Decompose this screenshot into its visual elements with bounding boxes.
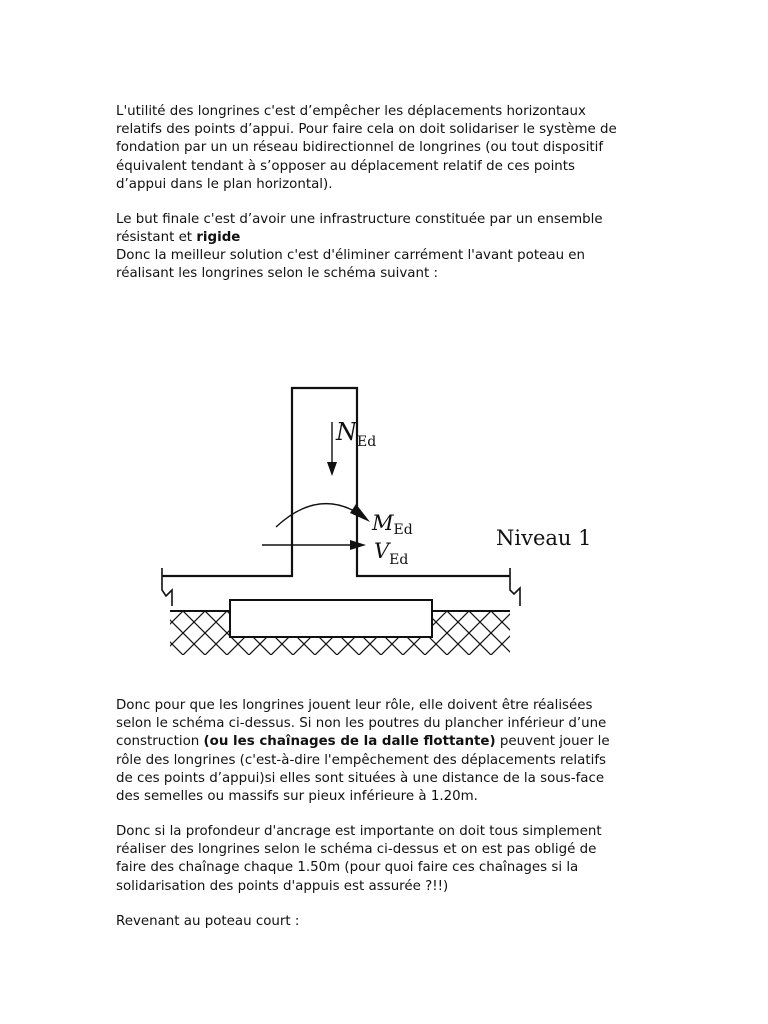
text-line: Donc pour que les longrines jouent leur rôle, elle doivent être réalisées: [116, 698, 593, 713]
moment-arc-arrow: [276, 504, 364, 527]
paragraph-anchorage-depth: [116, 823, 656, 896]
text-line: solidarisation des points d'appuis est assurée ?!!): [116, 878, 449, 894]
text-line: réaliser des longrines selon le schéma ci-dessus et on est pas obligé de: [116, 842, 597, 858]
axial-force-label: $N_{Ed}$: [336, 418, 377, 450]
text-line: fondation par un un réseau bidirectionnel de longrines (ou tout dispositif: [116, 140, 604, 156]
text-line: selon le schéma ci-dessus. Si non les poutres du plancher inférieur d’une: [116, 716, 607, 732]
text-line: équivalent tendant à s’opposer au déplacement relatif de ces points: [116, 158, 576, 174]
text-line: Donc si la profondeur d'ancrage est importante on doit tous simplement: [116, 824, 602, 839]
paragraph-short-column: [116, 913, 656, 931]
text-line: Revenant au poteau court :: [116, 914, 300, 929]
text-line: relatifs des points d’appui. Pour faire cela on doit solidariser le système de: [116, 122, 617, 138]
text-segment: résistant et: [116, 230, 197, 246]
moment-label: MEd: [372, 511, 413, 538]
text-line: Le but finale c'est d’avoir une infrastructure constituée par un ensemble: [116, 212, 603, 227]
paragraph-longrines-utility: [116, 103, 656, 194]
text-line: réalisant les longrines selon le schéma suivant :: [116, 266, 439, 282]
text-line: [116, 733, 656, 751]
bold-text: rigide: [196, 230, 241, 246]
break-mark-left: [162, 568, 172, 606]
text-line: des semelles ou massifs sur pieux inférieure à 1.20m.: [116, 789, 478, 805]
text-line: de ces points d’appui)si elles sont situées à une distance de la sous-face: [116, 770, 605, 786]
column-footing-diagram: [150, 380, 630, 660]
text-line: Donc la meilleur solution c'est d'éliminer carrément l'avant poteau en: [116, 248, 586, 263]
paragraph-solution: [116, 247, 656, 283]
footing-beam: [230, 600, 432, 637]
paragraph-goal: [116, 211, 656, 247]
break-mark-right: [510, 568, 520, 606]
text-segment: peuvent jouer le: [495, 734, 610, 750]
column-outline: [162, 388, 510, 576]
text-line: L'utilité des longrines c'est d’empêcher les déplacements horizontaux: [116, 104, 586, 119]
paragraph-longrine-role: [116, 697, 656, 806]
text-line: d’appui dans le plan horizontal).: [116, 176, 333, 192]
bold-text: (ou les chaînages de la dalle flottante): [203, 734, 496, 750]
shear-force-label: $V_{Ed}$: [374, 539, 409, 568]
text-segment: construction: [116, 734, 204, 750]
text-line: faire des chaînage chaque 1.50m (pour quoi faire ces chaînages si la: [116, 860, 579, 876]
text-line: [116, 229, 656, 247]
level-label: Niveau 1: [496, 526, 592, 550]
text-line: rôle des longrines (c'est-à-dire l'empêchement des déplacements relatifs: [116, 752, 607, 768]
